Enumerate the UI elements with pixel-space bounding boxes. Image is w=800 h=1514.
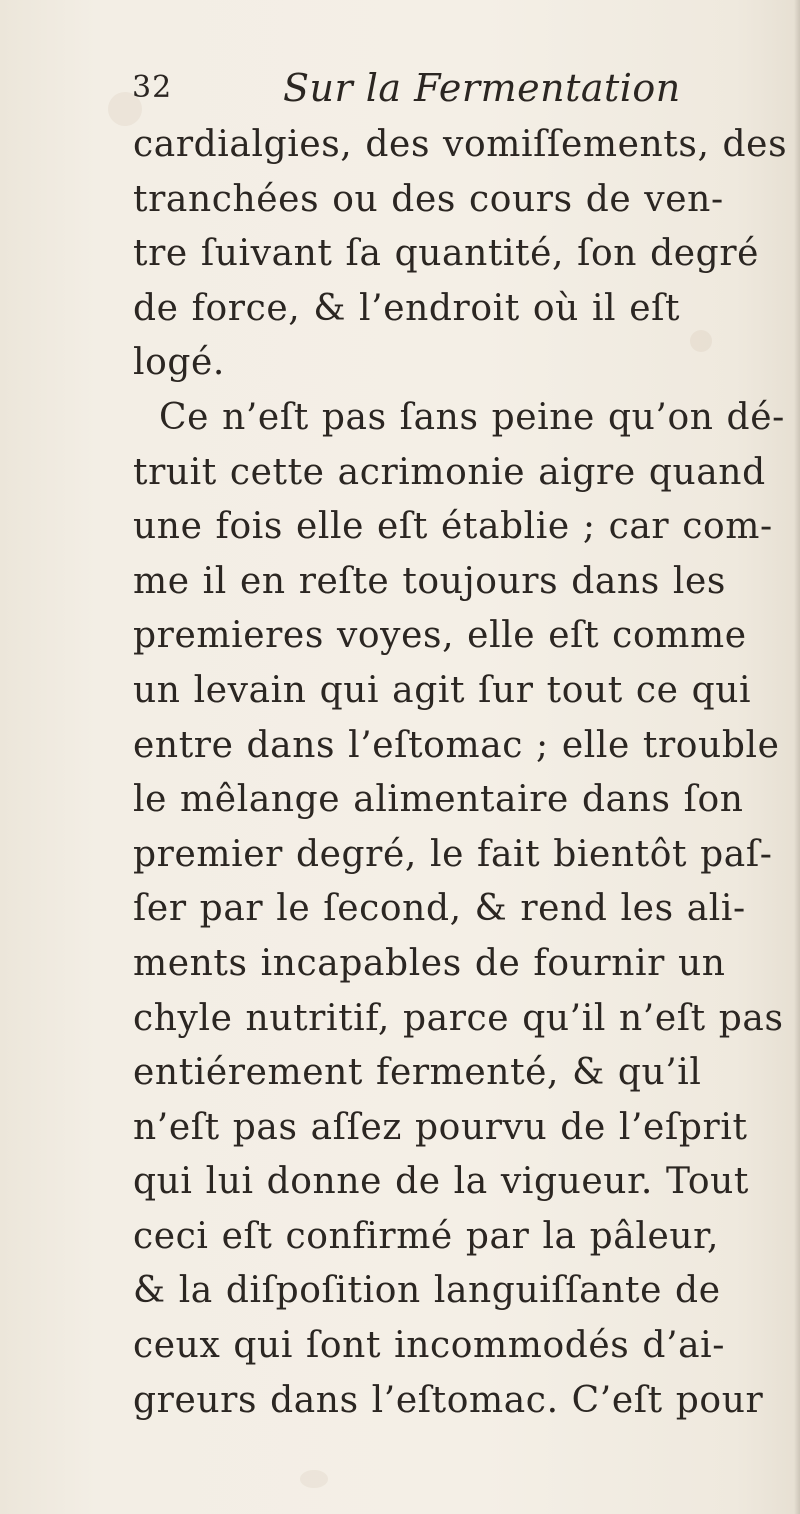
- text-line: le mêlange alimentaire dans ſon: [133, 779, 744, 821]
- text-line: cardialgies, des vomiſſements, des: [133, 124, 788, 165]
- text-line: ceux qui ſont incommodés d’ai-: [133, 1325, 726, 1367]
- text-line: greurs dans l’eſtomac. C’eſt pour: [133, 1379, 764, 1421]
- text-line: qui lui donne de la vigueur. Tout: [133, 1161, 749, 1203]
- text-line: n’eſt pas aſſez pourvu de l’eſprit: [133, 1106, 748, 1148]
- text-line: me il en reſte toujours dans les: [133, 560, 726, 602]
- text-line: une fois elle eſt établie ; car com-: [133, 506, 773, 548]
- body-text: [133, 118, 788, 1428]
- paper-stain: [300, 1470, 328, 1488]
- text-line: tre ſuivant ſa quantité, ſon degré: [133, 233, 760, 275]
- text-line: entre dans l’eſtomac ; elle trouble: [133, 724, 780, 766]
- text-line: truit cette acrimonie aigre quand: [133, 451, 766, 493]
- page-edge-shadow: [794, 0, 800, 1514]
- text-line: premier degré, le fait bientôt paſ-: [133, 833, 773, 875]
- text-line: entiérement fermenté, & qu’il: [133, 1052, 702, 1094]
- running-title: Sur la Fermentation: [283, 66, 681, 110]
- text-line: chyle nutritif, parce qu’il n’eſt pas: [133, 997, 784, 1039]
- text-line: de force, & l’endroit où il eſt: [133, 287, 681, 329]
- page-number: 32: [132, 70, 173, 105]
- text-line: premieres voyes, elle eſt comme: [133, 615, 747, 657]
- text-line: ſer par le ſecond, & rend les ali-: [133, 888, 746, 930]
- text-line: ments incapables de fournir un: [133, 942, 726, 984]
- text-line: un levain qui agit ſur tout ce qui: [133, 669, 752, 711]
- paragraph-start-line: Ce n’eſt pas ſans peine qu’on dé-: [159, 396, 785, 438]
- page-header: [108, 66, 728, 116]
- text-line: & la diſpoſition languiſſante de: [133, 1270, 721, 1312]
- text-line: ceci eſt confirmé par la pâleur,: [133, 1215, 720, 1257]
- text-line: logé.: [133, 342, 225, 384]
- text-line: tranchées ou des cours de ven-: [133, 178, 724, 220]
